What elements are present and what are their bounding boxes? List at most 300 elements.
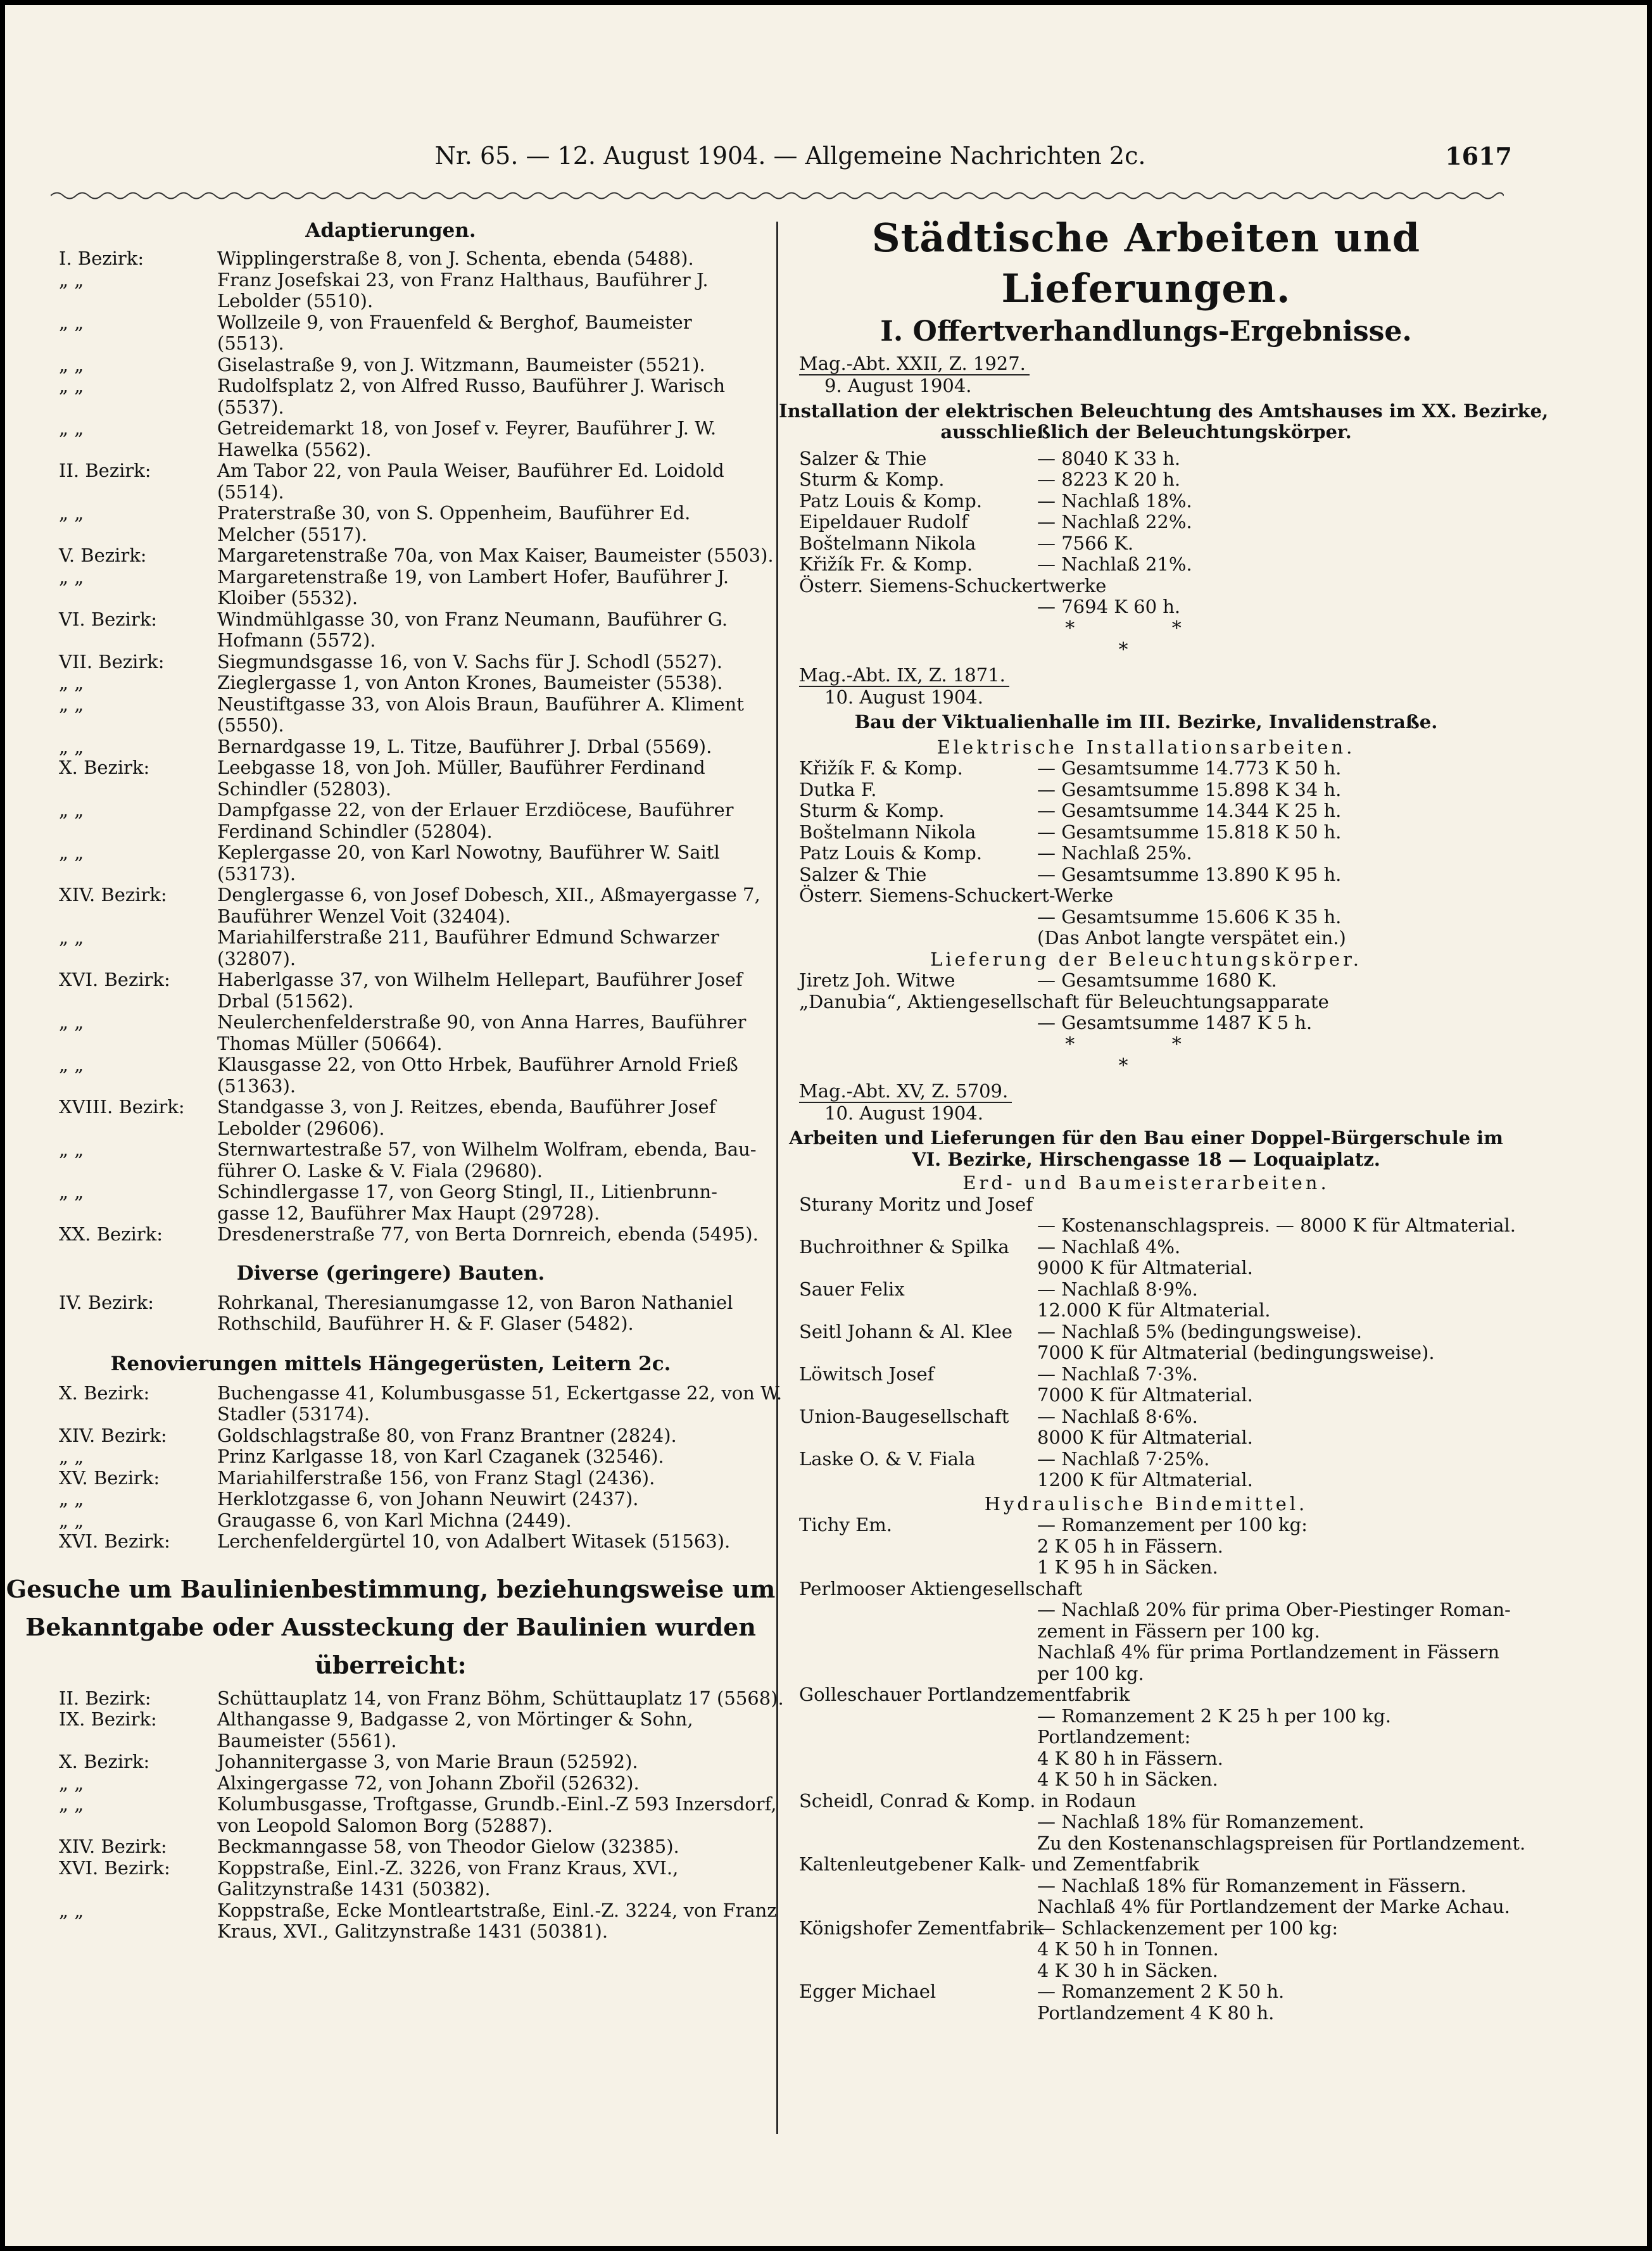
entry-line [5,1900,776,1922]
result-row [779,1237,1513,1258]
district-label: „ „ [59,1899,84,1921]
result-row [779,970,1513,992]
bid-result: 8000 K für Altmaterial. [1037,1427,1253,1448]
entry-line [5,1054,776,1076]
result-row [779,448,1513,470]
result-row [779,1642,1513,1663]
bidder-name: Königshofer Zementfabrik [799,1917,1044,1939]
district-label: II. Bezirk: [59,460,151,481]
entry-line [5,1510,776,1532]
entry-line [5,842,776,864]
result-row [779,1449,1513,1470]
entry-line [5,1531,776,1553]
entry-text: Rothschild, Bauführer H. & F. Glaser (5482). [217,1313,634,1334]
bid-result: — Gesamtsumme 14.773 K 50 h. [1037,757,1342,779]
result-row [779,1427,1513,1449]
bid-result: 4 K 30 h in Säcken. [1037,1959,1218,1981]
entry-line [5,1836,776,1858]
entry-line [5,1224,776,1245]
entry-text: gasse 12, Bauführer Max Haupt (29728). [217,1202,600,1224]
entry-line [5,949,776,970]
result-row [779,822,1513,843]
result-row [779,758,1513,779]
entry-text: Giselastraße 9, von J. Witzmann, Baumeister (5521). [217,353,705,375]
entry-text: Wollzeile 9, von Frauenfeld & Berghof, Baumeister [217,311,692,333]
entry-text: (5514). [217,481,284,503]
entry-line [5,270,776,291]
entry-text: Hofmann (5572). [217,629,376,651]
entry-line [5,1879,776,1900]
result-row [779,469,1513,491]
entry-line [5,1731,776,1752]
bidder-name: Union-Baugesellschaft [799,1405,1009,1427]
district-label: „ „ [59,1793,84,1815]
bidder-name: Sturm & Komp. [799,469,945,490]
entry-text: Koppstraße, Ecke Montleartstraße, Einl.-Z. 3224, von Franz [217,1899,777,1921]
entry-line [5,1921,776,1943]
bidder-name: Egger Michael [799,1981,936,2002]
result-row [779,1579,1513,1600]
entry-text: Kraus, XVI., Galitzynstraße 1431 (50381). [217,1920,608,1942]
bidder-name: Scheidl, Conrad & Komp. in Rodaun [799,1789,1137,1812]
bid-result: 9000 K für Altmaterial. [1037,1257,1253,1278]
bidder-name: Golleschauer Portlandzementfabrik [799,1684,1130,1705]
result-row [779,1876,1513,1897]
district-label: „ „ [59,1772,84,1794]
entry-text: Keplergasse 20, von Karl Nowotny, Bauführer W. Saitl [217,842,720,863]
bid-result: — Romanzement 2 K 50 h. [1037,1981,1285,2002]
district-label: XVI. Bezirk: [59,1530,170,1552]
bid-result: — 8223 K 20 h. [1037,469,1181,490]
entry-line [5,1858,776,1879]
entry-text: Getreidemarkt 18, von Josef v. Feyrer, Bauführer J. W. [217,417,717,439]
bid-result: 2 K 05 h in Fässern. [1037,1535,1223,1557]
district-label: „ „ [59,926,84,948]
bid-result: — Gesamtsumme 15.898 K 34 h. [1037,778,1342,800]
bid-result: — Gesamtsumme 13.890 K 95 h. [1037,863,1342,885]
district-label: „ „ [59,842,84,863]
entry-line [5,588,776,609]
entry-text: Alxingergasse 72, von Johann Zbořil (52632). [217,1772,640,1794]
bid-result: 12.000 K für Altmaterial. [1037,1299,1271,1321]
district-label: IX. Bezirk: [59,1708,157,1730]
entry-text: (5513). [217,332,284,354]
result-row [779,1364,1513,1385]
result-row [779,1684,1513,1706]
entry-text: von Leopold Salomon Borg (52887). [217,1814,553,1836]
entry-line [5,524,776,546]
entry-line [5,1012,776,1033]
result-row [779,491,1513,512]
entry-text: Mariahilferstraße 156, von Franz Stagl (2436). [217,1466,655,1489]
result-row [779,1621,1513,1643]
bid-result: — Nachlaß 7·3%. [1037,1363,1198,1385]
bid-result: 4 K 50 h in Säcken. [1037,1769,1218,1790]
entry-text: (32807). [217,947,296,969]
result-row [779,596,1513,618]
bid-result: — Nachlaß 5% (bedingungsweise). [1037,1320,1362,1342]
entry-line [5,1773,776,1794]
bidder-name: Jiretz Joh. Witwe [799,969,955,991]
entry-line [5,715,776,736]
entry-line [5,545,776,567]
district-label: „ „ [59,1488,84,1510]
bidder-name: Boštelmann Nikola [799,532,976,554]
district-label: „ „ [59,1054,84,1075]
district-label: „ „ [59,799,84,821]
result-row [779,1812,1513,1833]
bidder-name: Österr. Siemens-Schuckert-Werke [799,885,1114,906]
bid-result: — Kostenanschlagspreis. — 8000 K für Altmaterial. [1037,1214,1516,1236]
separator-asterisks: * * [1065,617,1227,640]
section-title-renovierungen: Renovierungen mittels Hängegerüsten, Leitern 2c. [110,1352,671,1375]
result-row [779,1406,1513,1428]
bidder-name: Křižík F. & Komp. [799,757,963,779]
page-section-title: Städtische Arbeiten und Lieferungen. [871,215,1421,312]
bidder-name: Salzer & Thie [799,447,927,469]
entry-line [5,333,776,355]
result-row [779,992,1513,1013]
result-row [779,843,1513,864]
entry-text: Dresdenerstraße 77, von Berta Dornreich, ebenda (5495). [217,1223,759,1245]
result-row [779,1706,1513,1727]
district-label: „ „ [59,1138,84,1160]
entry-line [5,694,776,716]
bid-result: — Nachlaß 22%. [1037,511,1192,533]
result-row [779,512,1513,533]
result-row [779,1981,1513,2003]
entry-line [5,885,776,906]
bidder-name: Sturany Moritz und Josef [799,1193,1033,1215]
bid-result: — Gesamtsumme 15.818 K 50 h. [1037,821,1342,843]
entry-line [5,1313,776,1335]
entry-text: Kloiber (5532). [217,587,358,608]
bid-result: 4 K 80 h in Fässern. [1037,1747,1223,1769]
result-row [779,1663,1513,1685]
entry-text: Hawelka (5562). [217,438,372,460]
district-label: „ „ [59,1181,84,1202]
bid-result: — 7694 K 60 h. [1037,596,1181,617]
district-label: XVI. Bezirk: [59,969,170,990]
district-label: XVI. Bezirk: [59,1857,170,1879]
bidder-name: Křižík Fr. & Komp. [799,553,973,575]
district-label: XIV. Bezirk: [59,884,167,905]
column-divider [776,222,778,2134]
bidder-name: Boštelmann Nikola [799,821,976,843]
district-label: X. Bezirk: [59,1751,150,1772]
entry-text: Goldschlagstraße 80, von Franz Brantner (2824). [217,1424,677,1446]
result-row [779,1194,1513,1216]
entry-text: (51363). [217,1075,296,1097]
entry-line [5,736,776,758]
entry-line [5,460,776,482]
entry-text: Praterstraße 30, von S. Oppenheim, Bauführer Ed. [217,502,691,524]
district-label: „ „ [59,672,84,693]
project-heading: Installation der elektrischen Beleuchtung des Amtshauses im XX. Bezirke, [779,400,1549,422]
entry-text: Herklotzgasse 6, von Johann Neuwirt (2437). [217,1488,639,1510]
entry-text: Zieglergasse 1, von Anton Krones, Baumeister (5538). [217,672,723,693]
entry-text: Baumeister (5561). [217,1729,397,1751]
result-row [779,1791,1513,1812]
entry-line [5,1033,776,1055]
entry-text: (53173). [217,862,296,885]
bidder-name: Tichy Em. [799,1514,893,1535]
district-label: XV. Bezirk: [59,1466,160,1489]
bidder-name: „Danubia“, Aktiengesellschaft für Beleuchtungsapparate [799,990,1329,1012]
result-row [779,1385,1513,1406]
entry-text: Dampfgasse 22, von der Erlauer Erzdiöcese, Bauführer [217,799,734,821]
entry-line [5,503,776,524]
entry-text: Rohrkanal, Theresianumgasse 12, von Baron Nathaniel [217,1291,733,1313]
section-title-adaptierungen: Adaptierungen. [305,219,476,242]
entry-text: Standgasse 3, von J. Reitzes, ebenda, Bauführer Josef [217,1096,716,1118]
district-label: „ „ [59,417,84,439]
entry-line [5,821,776,843]
bidder-name: Patz Louis & Komp. [799,842,983,864]
entry-line [5,312,776,334]
separator-asterisks: * * [1065,1033,1227,1056]
result-row [779,1470,1513,1491]
reference-date: 10. August 1904. [824,1102,983,1124]
project-heading: Arbeiten und Lieferungen für den Bau einer Doppel-Bürgerschule im [789,1127,1503,1149]
entry-text: Schüttauplatz 14, von Franz Böhm, Schüttauplatz 17 (5568). [217,1687,784,1709]
result-row [779,1769,1513,1791]
entry-line [5,1292,776,1314]
bidder-name: Salzer & Thie [799,863,927,885]
entry-line [5,1425,776,1447]
entry-text: Melcher (5517). [217,523,367,545]
result-row [779,1599,1513,1621]
entry-text: Beckmanngasse 58, von Theodor Gielow (32385). [217,1836,679,1857]
entry-text: Neulerchenfelderstraße 90, von Anna Harres, Bauführer [217,1011,747,1033]
result-row [779,1854,1513,1876]
district-label: IV. Bezirk: [59,1291,154,1313]
bidder-name: Seitl Johann & Al. Klee [799,1320,1013,1342]
result-row [779,800,1513,822]
bid-result: — Gesamtsumme 15.606 K 35 h. [1037,905,1342,928]
reference-number: Mag.-Abt. XXII, Z. 1927. [799,353,1030,375]
project-heading: ausschließlich der Beleuchtungskörper. [940,421,1352,443]
result-row [779,533,1513,555]
district-label: XIV. Bezirk: [59,1836,167,1857]
entry-line [5,1489,776,1510]
district-label: VII. Bezirk: [59,650,165,672]
document-page [5,5,1647,2246]
entry-text: Leebgasse 18, von Joh. Müller, Bauführer Ferdinand [217,757,705,778]
work-category: Elektrische Installationsarbeiten. [936,736,1356,758]
bid-result: Zu den Kostenanschlagspreisen für Portlandzement. [1037,1832,1526,1854]
work-category: Hydraulische Bindemittel. [984,1492,1308,1515]
result-row [779,1918,1513,1939]
entry-line [5,672,776,694]
bid-result: — Romanzement per 100 kg: [1037,1514,1308,1535]
entry-text: Klausgasse 22, von Otto Hrbek, Bauführer Arnold Frieß [217,1054,738,1075]
entry-line [5,1687,784,1710]
entry-line [5,1203,776,1225]
bid-result: — Schlackenzement per 100 kg: [1037,1917,1339,1939]
district-label: VI. Bezirk: [59,608,158,630]
bid-result: Portlandzement 4 K 80 h. [1037,2002,1275,2024]
district-label: „ „ [59,311,84,333]
entry-text: Haberlgasse 37, von Wilhelm Hellepart, Bauführer Josef [217,969,743,990]
entry-text: Stadler (53174). [217,1403,370,1425]
result-row [779,1939,1513,1960]
entry-line [5,800,776,821]
left-column [5,213,784,1943]
result-row [779,576,1513,597]
entry-text: Althangasse 9, Badgasse 2, von Mörtinger & Sohn, [217,1708,693,1730]
entry-text: Thomas Müller (50664). [217,1032,443,1054]
bid-result: Portlandzement: [1037,1726,1191,1748]
reference-line [779,1081,1513,1103]
reference-date: 9. August 1904. [824,375,972,396]
district-label: „ „ [59,268,84,291]
bid-result: — Nachlaß 18% für Romanzement. [1037,1811,1365,1832]
entry-line [5,1794,776,1815]
result-row [779,2003,1513,2024]
district-label: „ „ [59,693,84,715]
district-label: „ „ [59,353,84,375]
entry-text: Johannitergasse 3, von Marie Braun (52592). [217,1751,638,1772]
entry-line [5,1161,776,1182]
separator-asterisks: * [1118,1054,1174,1077]
entry-line [5,864,776,885]
bid-result: — Nachlaß 4%. [1037,1235,1181,1258]
result-row [779,1515,1513,1536]
bid-result: 7000 K für Altmaterial. [1037,1384,1253,1406]
entry-text: Sternwartestraße 57, von Wilhelm Wolfram, ebenda, Bau- [217,1138,757,1160]
bidder-name: Kaltenleutgebener Kalk- und Zementfabrik [799,1853,1199,1875]
entry-text: Ferdinand Schindler (52804). [217,820,493,842]
bidder-name: Österr. Siemens-Schuckertwerke [799,574,1107,596]
result-row [779,1258,1513,1279]
work-category: Erd- und Baumeisterarbeiten. [962,1172,1330,1194]
bid-result: 1200 K für Altmaterial. [1037,1469,1253,1491]
entry-text: (5537). [217,396,284,418]
entry-line [5,1404,776,1425]
entry-text: Am Tabor 22, von Paula Weiser, Bauführer Ed. Loidold [217,460,724,481]
entry-line [5,1118,776,1140]
district-label: „ „ [59,735,84,757]
bid-result: 7000 K für Altmaterial (bedingungsweise). [1037,1342,1435,1363]
entry-line [5,1382,783,1404]
result-row [779,1300,1513,1321]
result-row [779,1012,1513,1034]
entry-text: Margaretenstraße 70a, von Max Kaiser, Baumeister (5503). [217,545,774,566]
reference-number: Mag.-Abt. IX, Z. 1871. [799,665,1009,687]
bidder-name: Sturm & Komp. [799,800,945,821]
bid-result: — Gesamtsumme 1680 K. [1037,969,1277,991]
result-row [779,1279,1513,1301]
entry-line [5,1751,776,1773]
entry-line [5,355,776,376]
result-row [779,928,1513,949]
section-title-gesuche: Bekanntgabe oder Aussteckung der Baulinien wurden [25,1612,756,1641]
entry-text: Koppstraße, Einl.-Z. 3226, von Franz Kraus, XVI., [217,1857,679,1879]
bidder-name: Eipeldauer Rudolf [799,511,968,533]
result-row [779,1727,1513,1748]
entry-line [5,757,776,779]
bid-result: — Nachlaß 18%. [1037,489,1192,512]
entry-text: Bauführer Wenzel Voit (32404). [217,905,511,927]
district-label: X. Bezirk: [59,1382,150,1404]
entry-text: Franz Josefskai 23, von Franz Halthaus, Bauführer J. [217,268,709,291]
project-heading: Bau der Viktualienhalle im III. Bezirke, Invalidenstraße. [854,711,1438,733]
entry-line [5,1097,776,1118]
result-row [779,1896,1513,1918]
reference-line [779,665,1513,687]
entry-text: Graugasse 6, von Karl Michna (2449). [217,1509,572,1531]
district-label: II. Bezirk: [59,1687,151,1709]
entry-line [5,927,776,949]
entry-line [5,1076,776,1097]
result-row [779,864,1513,886]
entry-text: Siegmundsgasse 16, von V. Sachs für J. Schodl (5527). [217,650,722,672]
bid-result: 1 K 95 h in Säcken. [1037,1556,1218,1578]
bidder-name: Löwitsch Josef [799,1363,935,1385]
result-row [779,885,1513,907]
entry-line [5,1139,776,1161]
bidder-name: Buchroithner & Spilka [799,1235,1009,1258]
result-row [779,1960,1513,1982]
entry-line [5,248,776,270]
entry-line [5,630,776,652]
entry-text: Lebolder (5510). [217,290,374,312]
bid-result: 4 K 50 h in Tonnen. [1037,1938,1219,1960]
project-heading: VI. Bezirke, Hirschengasse 18 — Loquaiplatz. [912,1148,1380,1170]
bid-result: — Nachlaß 21%. [1037,553,1192,575]
entry-text: führer O. Laske & V. Fiala (29680). [217,1159,543,1182]
entry-text: Kolumbusgasse, Troftgasse, Grundb.-Einl.-Z 593 Inzersdorf, [217,1793,777,1815]
bid-result: — Nachlaß 8·9%. [1037,1278,1198,1300]
bidder-name: Sauer Felix [799,1278,905,1300]
section-title-gesuche: Gesuche um Baulinienbestimmung, beziehungsweise um [6,1574,776,1603]
district-label: „ „ [59,1509,84,1531]
entry-line [5,1709,776,1731]
bidder-name: Perlmooser Aktiengesellschaft [799,1577,1083,1599]
entry-line [5,1468,776,1489]
bid-result: — 7566 K. [1037,532,1134,554]
reference-date: 10. August 1904. [824,686,983,708]
entry-line [5,418,776,439]
bid-result: — Nachlaß 8·6%. [1037,1405,1198,1427]
bid-result: (Das Anbot langte verspätet ein.) [1037,927,1346,949]
entry-text: (5550). [217,714,284,736]
entry-text: Lerchenfeldergürtel 10, von Adalbert Witasek (51563). [217,1530,731,1552]
district-label: V. Bezirk: [59,545,147,566]
entry-line [5,482,776,503]
entry-line [5,906,776,928]
bid-result: — Nachlaß 7·25%. [1037,1447,1210,1470]
entry-text: Neustiftgasse 33, von Alois Braun, Bauführer A. Kliment [217,693,744,715]
bid-result: — Gesamtsumme 1487 K 5 h. [1037,1012,1313,1033]
entry-line [5,1446,776,1468]
entry-line [5,397,776,419]
district-label: „ „ [59,1011,84,1033]
district-label: „ „ [59,1446,84,1467]
result-row [779,1214,1516,1237]
result-row [779,1321,1513,1343]
bidder-name: Patz Louis & Komp. [799,489,983,512]
entry-text: Prinz Karlgasse 18, von Karl Czaganek (32546). [217,1446,664,1467]
entry-text: Rudolfsplatz 2, von Alfred Russo, Bauführer J. Warisch [217,375,726,396]
running-header: Nr. 65. — 12. August 1904. — Allgemeine Nachrichten 2c. [434,142,1146,170]
entry-text: Margaretenstraße 19, von Lambert Hofer, Bauführer J. [217,565,729,588]
district-label: „ „ [59,565,84,588]
entry-line [5,969,776,991]
reference-number: Mag.-Abt. XV, Z. 5709. [799,1081,1012,1103]
entry-line [5,375,776,397]
